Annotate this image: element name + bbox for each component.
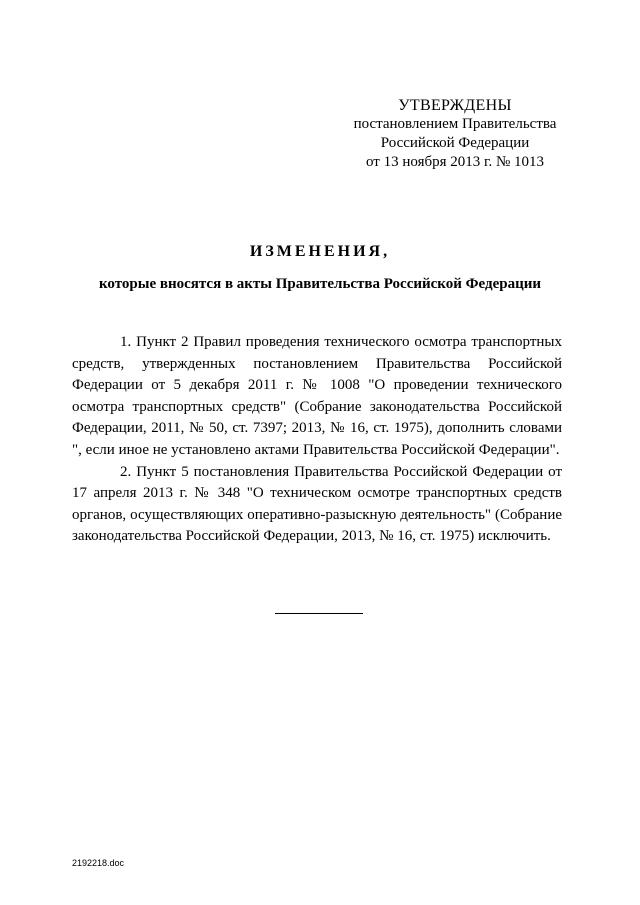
approval-heading: УТВЕРЖДЕНЫ <box>398 97 512 114</box>
document-subtitle: которые вносятся в акты Правительства Российской Федерации <box>98 276 542 292</box>
approval-line-resolution: постановлением Правительства <box>353 116 557 132</box>
approval-block <box>330 96 580 172</box>
paragraph-item-2: 2. Пункт 5 постановления Правительства Российской Федерации от 17 апреля 2013 г. № 348 "О техническом осмотре транспортных средств органов, осуществляющих оперативно-разыскную деятельность" (Собрание законодательства Российской Федерации, 2013, № 16, ст. 1975) исключить. <box>72 463 562 545</box>
document-title: ИЗМЕНЕНИЯ, <box>249 243 391 260</box>
approval-line-date-number: от 13 ноября 2013 г. № 1013 <box>365 154 545 170</box>
file-reference: 2192218.doc <box>72 858 125 868</box>
end-divider-line <box>275 613 363 614</box>
document-body <box>72 332 562 548</box>
approval-line-federation: Российской Федерации <box>380 135 530 151</box>
paragraph-item-1: 1. Пункт 2 Правил проведения технического осмотра транспортных средств, утвержденных постановлением Правительства Российской Федерации от 5 декабря 2011 г. № 1008 "О проведении технического осмотра транспортных средств" (Собрание законодательства Российской Федерации, 2011, № 50, ст. 7397; 2013, № 16, ст. 1975), дополнить словами ", если иное не установлено актами Правительства Российской Федерации". <box>72 334 562 458</box>
